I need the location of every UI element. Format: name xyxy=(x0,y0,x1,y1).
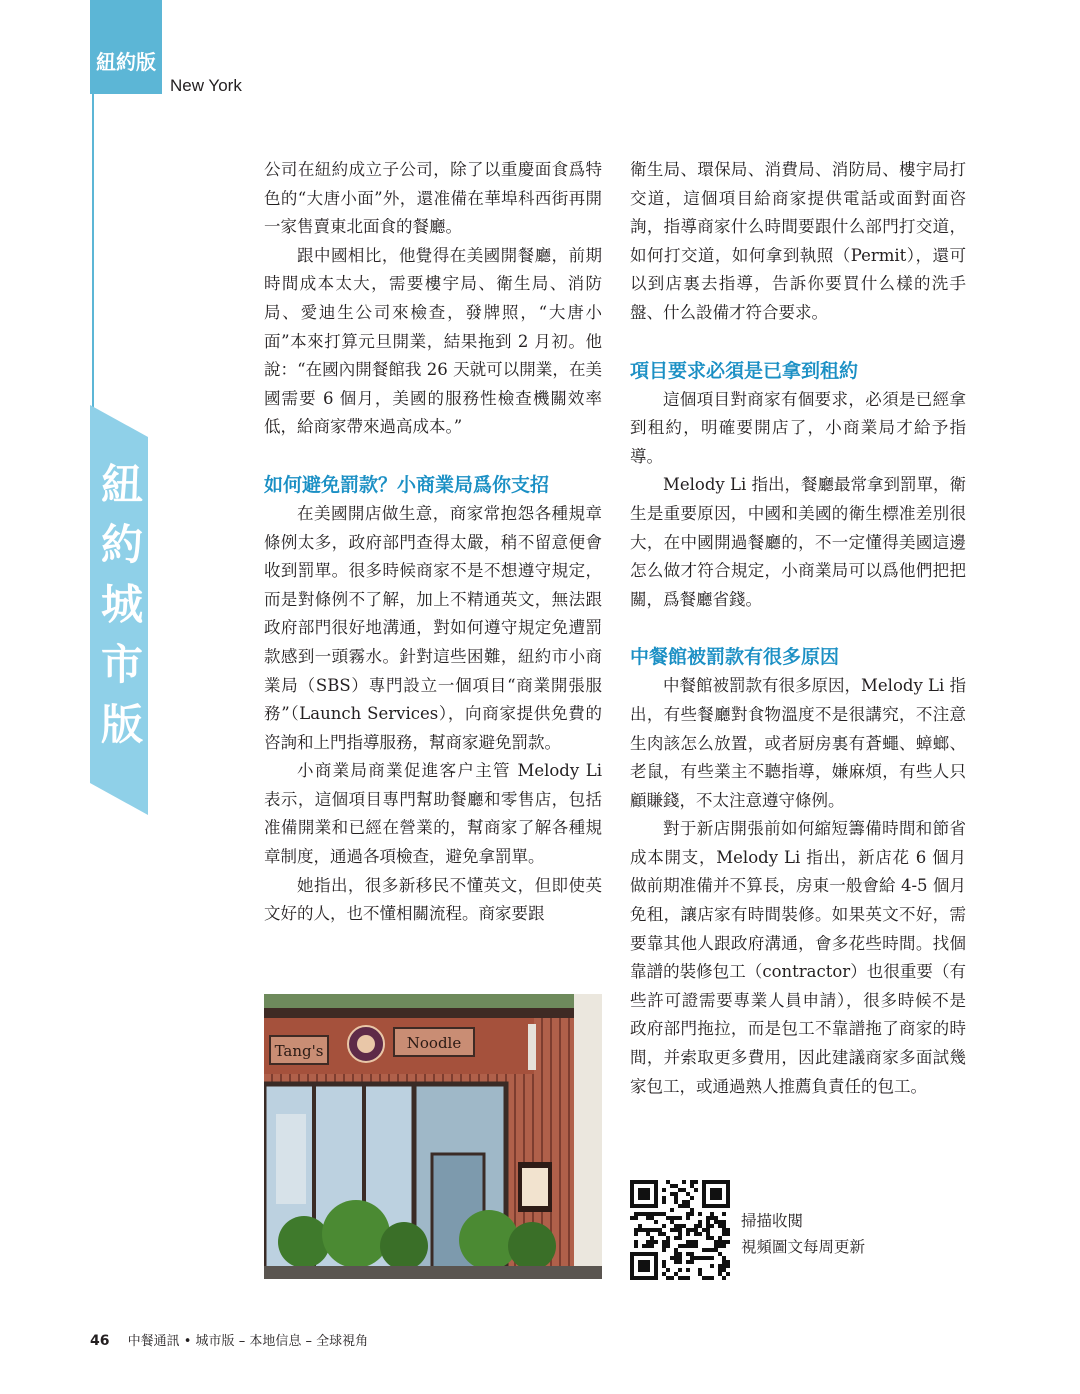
paragraph: Melody Li 指出，餐廳最常拿到罰單，衛生是重要原因，中國和美國的衛生標准差別很大，在中國開過餐廳的，不一定懂得美國這邊怎么做才符合規定，小商業局可以爲他們把把關，爲餐廳省錢。 xyxy=(630,475,966,609)
paragraph: 對于新店開張前如何縮短籌備時間和節省成本開支，Melody Li 指出，新店花 6 個月做前期准備并不算長，房東一般會給 4-5 個月免租，讓店家有時間裝修。如果英文不好，需要靠其他人跟政府溝通，會多花些時間。找個靠譜的裝修包工（contractor）也很重要（有些許可證需要專業人員申請），很多時候不是政府部門拖拉，而是包工不靠譜拖了商家的時間，并索取更多費用，因此建議商家多面試幾家包工，或通過熟人推薦負責任的包工。 xyxy=(630,819,966,1096)
right-column xyxy=(630,156,966,1101)
qr-caption xyxy=(741,1208,865,1260)
paragraph: 衛生局、環保局、消費局、消防局、樓宇局打交道，這個項目給商家提供電話或面對面咨詢，指導商家什么時間要跟什么部門打交道，如何打交道，如何拿到執照（Permit），還可以到店裏去指導，告訴你要買什么樣的洗手盤、什么設備才符合要求。 xyxy=(630,160,966,322)
section-heading: 如何避免罰款？小商業局爲你支招 xyxy=(264,473,550,496)
qr-caption-line: 掃描收閱 xyxy=(741,1212,804,1230)
sign-text-tangs: Tang's xyxy=(274,1042,324,1060)
page-footer xyxy=(90,1330,368,1349)
paragraph: 跟中國相比，他覺得在美國開餐廳，前期時間成本太大，需要樓宇局、衛生局、消防局、愛迪生公司來檢查，發牌照，“大唐小面”本來打算元旦開業，結果拖到 2 月初。他說：“在國內開餐館我 26 天就可以開業，在美國需要 6 個月，美國的服務性檢查機關效率低，給商家帶來過高成本。” xyxy=(264,245,602,437)
restaurant-photo xyxy=(264,994,602,1279)
side-banner-title: 紐約城市版 xyxy=(95,462,144,762)
qr-code[interactable] xyxy=(630,1180,730,1280)
sign-text-noodle: Noodle xyxy=(406,1034,462,1052)
paragraph: 這個項目對商家有個要求，必須是已經拿到租約，明確要開店了，小商業局才給予指導。 xyxy=(630,389,966,466)
paragraph: 中餐館被罰款有很多原因，Melody Li 指出，有些餐廳對食物溫度不是很講究，不注意生肉該怎么放置，或者厨房裏有蒼蠅、蟑螂、老鼠，有些業主不聽指導，嫌麻煩，有些人只顧賺錢，不太注意遵守條例。 xyxy=(630,676,966,810)
storefront-illustration xyxy=(264,994,602,1279)
edition-label-english: New York xyxy=(170,76,242,95)
section-heading: 中餐館被罰款有很多原因 xyxy=(630,646,840,669)
page-number: 46 xyxy=(90,1333,110,1349)
accent-divider xyxy=(92,94,94,410)
paragraph: 小商業局商業促進客户主管 Melody Li 表示，這個項目專門幫助餐廳和零售店，包括准備開業和已經在營業的，幫商家了解各種規章制度，通過各項檢查，避免拿罰單。 xyxy=(264,761,602,867)
left-column xyxy=(264,156,602,929)
paragraph: 她指出，很多新移民不懂英文，但即使英文好的人，也不懂相關流程。商家要跟 xyxy=(264,875,602,924)
paragraph: 公司在紐約成立子公司，除了以重慶面食爲特色的“大唐小面”外，還准備在華埠科西街再開一家售賣東北面食的餐廳。 xyxy=(264,160,602,237)
edition-tag: 紐約版 xyxy=(96,50,156,74)
edition-tab xyxy=(90,0,162,94)
footer-text: 中餐通訊 • 城市版 – 本地信息 – 全球視角 xyxy=(127,1334,369,1349)
paragraph: 在美國開店做生意，商家常抱怨各種規章條例太多，政府部門查得太嚴，稍不留意便會收到罰單。很多時候商家不是不想遵守規定，而是對條例不了解，加上不精通英文，無法跟政府部門很好地溝通，對如何遵守規定免遭罰款感到一頭霧水。針對這些困難，紐約市小商業局（SBS）專門設立一個項目“商業開張服務”（Launch Services），向商家提供免費的咨詢和上門指導服務，幫商家避免罰款。 xyxy=(264,503,602,752)
section-heading: 項目要求必須是已拿到租約 xyxy=(630,359,859,382)
qr-caption-line: 視頻圖文每周更新 xyxy=(741,1238,866,1256)
